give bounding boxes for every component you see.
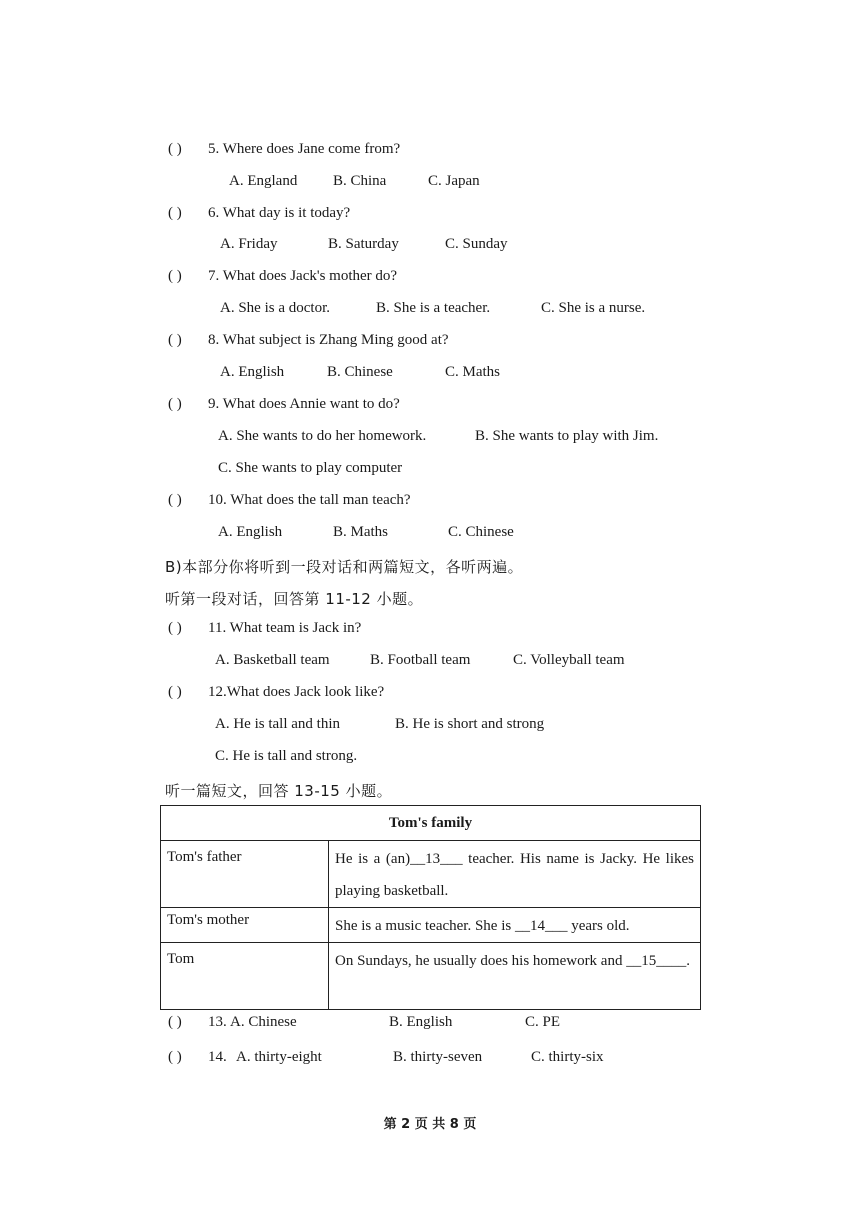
table-row	[161, 841, 701, 908]
question-10	[168, 492, 411, 509]
option-c: C. She wants to play computer	[218, 460, 403, 476]
option-c: C. Volleyball team	[513, 652, 625, 668]
option-a: A. She wants to do her homework.	[218, 428, 427, 444]
answer-paren[interactable]: ( )	[168, 141, 182, 157]
table-cell-desc: On Sundays, he usually does his homework and __15____.	[329, 943, 701, 1010]
option-a: A. England	[229, 173, 298, 189]
answer-paren[interactable]: ( )	[168, 396, 182, 412]
question-9	[168, 396, 400, 413]
question-text: 8. What subject is Zhang Ming good at?	[208, 332, 449, 348]
option-c: C. Maths	[445, 364, 501, 380]
table-row	[161, 943, 701, 1010]
option-b: B. Football team	[370, 652, 471, 668]
option-c: C. PE	[525, 1014, 561, 1030]
option-c: C. thirty-six	[531, 1049, 604, 1065]
question-7	[168, 268, 397, 285]
option-a: A. English	[218, 524, 283, 540]
dialogue-instruction: 听第一段对话，回答第 11-12 小题。	[165, 590, 424, 608]
answer-paren[interactable]: ( )	[168, 1049, 182, 1065]
question-13	[168, 1014, 227, 1031]
option-b: B. English	[389, 1014, 453, 1030]
option-b: B. He is short and strong	[395, 716, 545, 732]
option-a: A. She is a doctor.	[220, 300, 330, 316]
question-text: 7. What does Jack's mother do?	[208, 268, 398, 284]
question-12	[168, 684, 384, 701]
option-b: B. She is a teacher.	[376, 300, 491, 316]
option-a: A. Friday	[220, 236, 278, 252]
question-text: 11. What team is Jack in?	[208, 620, 362, 636]
answer-paren[interactable]: ( )	[168, 492, 182, 508]
table-cell-desc: He is a (an)__13___ teacher. His name is Jacky. He likes playing basketball.	[329, 841, 701, 908]
option-b: B. She wants to play with Jim.	[475, 428, 659, 444]
table-title: Tom's family	[161, 806, 701, 841]
question-number: 13.	[208, 1014, 227, 1030]
question-text: 9. What does Annie want to do?	[208, 396, 400, 412]
question-text: 5. Where does Jane come from?	[208, 141, 401, 157]
section-b-instruction: B)本部分你将听到一段对话和两篇短文，各听两遍。	[165, 558, 524, 576]
table-cell-desc: She is a music teacher. She is __14___ years old.	[329, 908, 701, 943]
answer-paren[interactable]: ( )	[168, 268, 182, 284]
question-6	[168, 205, 350, 222]
question-text: 12.What does Jack look like?	[208, 684, 385, 700]
option-c: C. Japan	[428, 173, 480, 189]
option-b: B. thirty-seven	[393, 1049, 483, 1065]
answer-paren[interactable]: ( )	[168, 684, 182, 700]
family-table	[160, 805, 701, 1010]
answer-paren[interactable]: ( )	[168, 1014, 182, 1030]
question-5	[168, 141, 400, 158]
table-header-row	[161, 806, 701, 841]
option-b: B. Maths	[333, 524, 389, 540]
option-c: C. Chinese	[448, 524, 514, 540]
table-row	[161, 908, 701, 943]
question-number: 14.	[208, 1049, 227, 1065]
option-b: B. Chinese	[327, 364, 393, 380]
option-a: A. thirty-eight	[236, 1049, 322, 1065]
table-cell-who: Tom's father	[161, 841, 329, 908]
answer-paren[interactable]: ( )	[168, 332, 182, 348]
question-text: 10. What does the tall man teach?	[208, 492, 411, 508]
passage-instruction: 听一篇短文，回答 13-15 小题。	[165, 782, 393, 800]
question-8	[168, 332, 449, 349]
option-c: C. Sunday	[445, 236, 508, 252]
question-11	[168, 620, 361, 637]
option-b: B. China	[333, 173, 387, 189]
option-a: A. Basketball team	[215, 652, 330, 668]
page-footer: 第 2 页 共 8 页	[383, 1117, 477, 1132]
option-a: A. Chinese	[230, 1014, 297, 1030]
answer-paren[interactable]: ( )	[168, 205, 182, 221]
option-c: C. She is a nurse.	[541, 300, 646, 316]
option-a: A. He is tall and thin	[215, 716, 340, 732]
option-c: C. He is tall and strong.	[215, 748, 358, 764]
option-a: A. English	[220, 364, 285, 380]
question-14	[168, 1049, 227, 1066]
table-cell-who: Tom's mother	[161, 908, 329, 943]
table-cell-who: Tom	[161, 943, 329, 1010]
option-b: B. Saturday	[328, 236, 399, 252]
answer-paren[interactable]: ( )	[168, 620, 182, 636]
question-text: 6. What day is it today?	[208, 205, 351, 221]
